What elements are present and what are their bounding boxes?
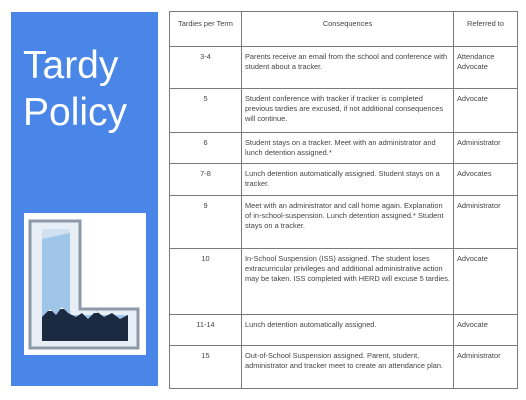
tardies-cell: 7-8 — [170, 164, 242, 196]
tardies-cell: 3-4 — [170, 47, 242, 89]
title-line-1: Tardy — [23, 44, 119, 87]
referred-cell: Advocate — [454, 315, 518, 346]
letter-l-logo-icon — [24, 213, 146, 355]
header-referred: Referred to — [454, 12, 518, 47]
consequence-cell: Out-of-School Suspension assigned. Parent, student, administrator and tracker meet to create an attendance plan. — [242, 346, 454, 389]
table-row — [170, 346, 518, 389]
tardies-cell: 11-14 — [170, 315, 242, 346]
table-row — [170, 315, 518, 346]
referred-cell: Advocate — [454, 89, 518, 133]
referred-cell: Attendance Advocate — [454, 47, 518, 89]
table-header-row — [170, 12, 518, 47]
tardy-policy-table — [169, 11, 518, 389]
referred-cell: Administrator — [454, 133, 518, 164]
table-row — [170, 196, 518, 249]
tardies-cell: 9 — [170, 196, 242, 249]
table-row — [170, 89, 518, 133]
school-logo — [24, 213, 146, 355]
tardies-cell: 10 — [170, 249, 242, 315]
header-consequences: Consequences — [242, 12, 454, 47]
table-row — [170, 47, 518, 89]
header-tardies: Tardies per Term — [170, 12, 242, 47]
table-row — [170, 249, 518, 315]
referred-cell: Administrator — [454, 346, 518, 389]
consequence-cell: Student conference with tracker if tracker is completed previous tardies are excused, if not additional consequences will continue. — [242, 89, 454, 133]
table-row — [170, 164, 518, 196]
referred-cell: Advocate — [454, 249, 518, 315]
tardies-cell: 15 — [170, 346, 242, 389]
consequence-cell: In-School Suspension (ISS) assigned. The student loses extracurricular privileges and additional administrative action may be taken. ISS completed with HERD will excuse 5 tardies. — [242, 249, 454, 315]
consequence-cell: Lunch detention automatically assigned. — [242, 315, 454, 346]
consequence-cell: Meet with an administrator and call home again. Explanation of in-school-suspension. Lunch detention assigned.* Student stays on a tracker. — [242, 196, 454, 249]
table-row — [170, 133, 518, 164]
tardies-cell: 6 — [170, 133, 242, 164]
referred-cell: Advocates — [454, 164, 518, 196]
consequence-cell: Student stays on a tracker. Meet with an administrator and lunch detention assigned.* — [242, 133, 454, 164]
referred-cell: Administrator — [454, 196, 518, 249]
page-title — [23, 42, 127, 136]
consequence-cell: Parents receive an email from the school and conference with student about a tracker. — [242, 47, 454, 89]
tardies-cell: 5 — [170, 89, 242, 133]
consequence-cell: Lunch detention automatically assigned. Student stays on a tracker. — [242, 164, 454, 196]
title-line-2: Policy — [23, 91, 128, 134]
